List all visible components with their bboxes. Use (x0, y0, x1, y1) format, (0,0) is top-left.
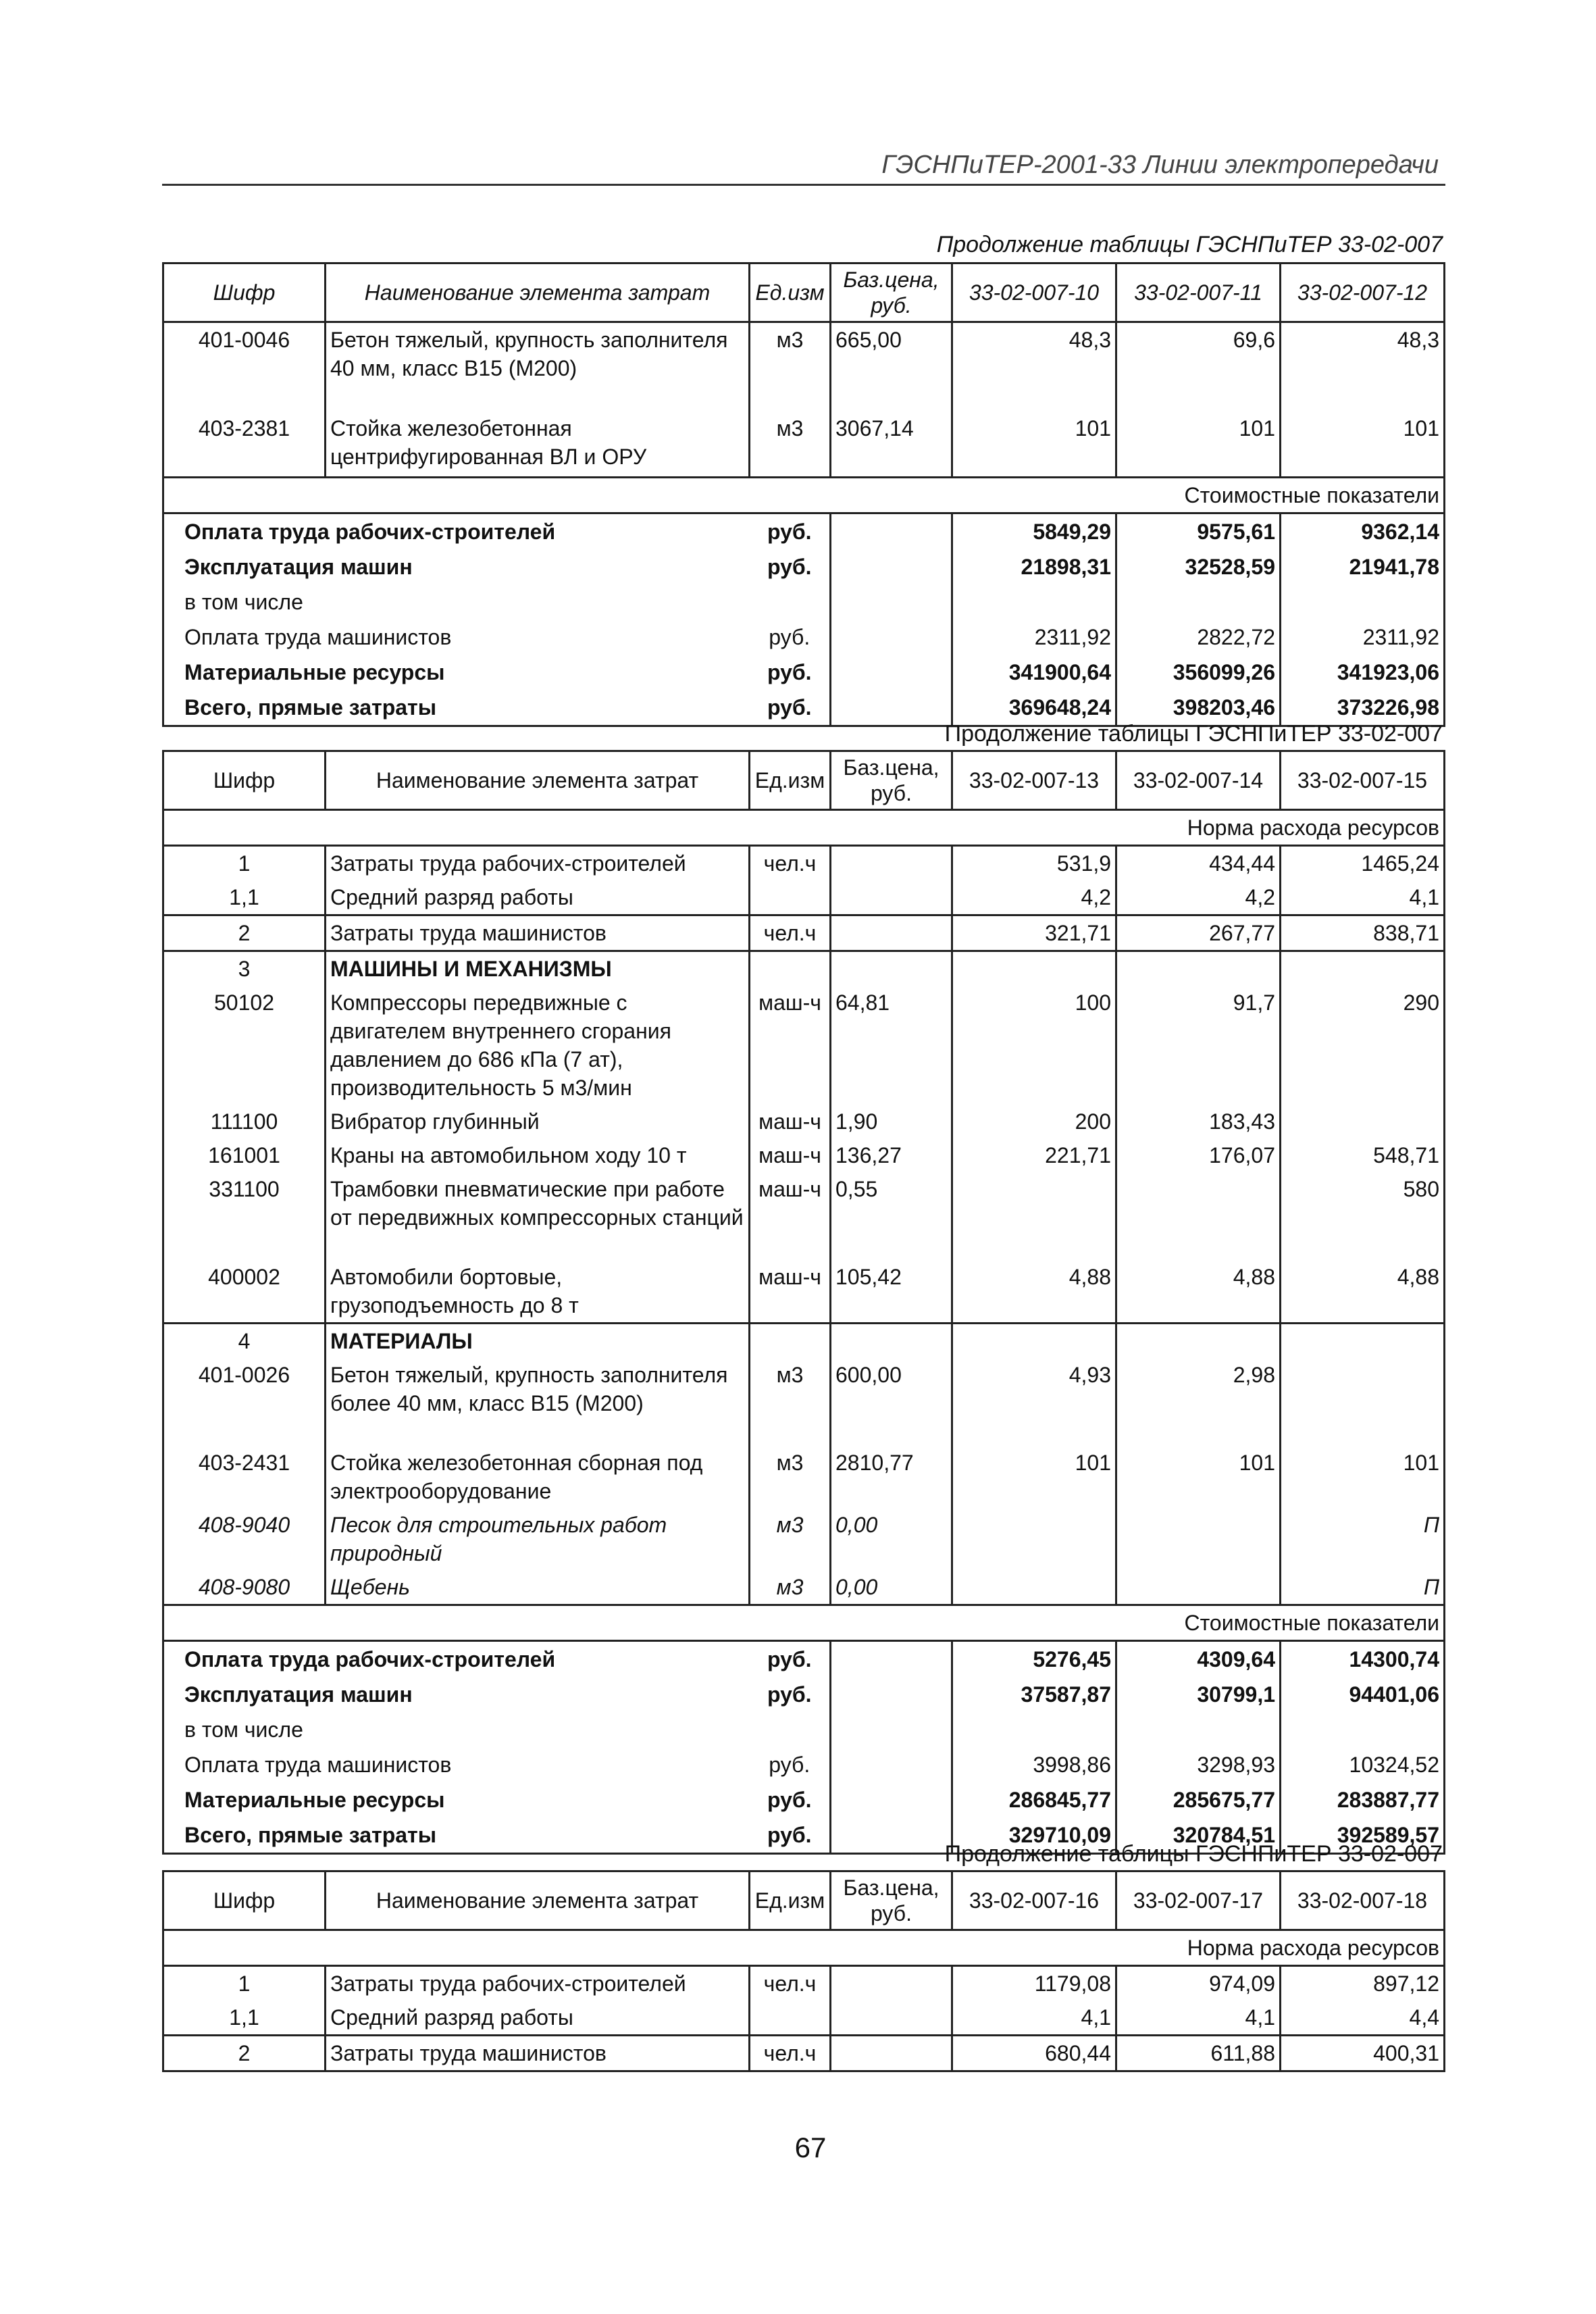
row-price: 600,00 (831, 1358, 952, 1446)
row-value: 1179,08 (952, 1966, 1116, 2001)
row-unit: маш-ч (750, 1138, 831, 1172)
row-value: 101 (952, 1446, 1116, 1508)
cost-row (163, 549, 1445, 584)
row-price (831, 915, 952, 951)
row-name: Вибратор глубинный (326, 1105, 750, 1138)
row-value: 200 (952, 1105, 1116, 1138)
row-code: 50102 (163, 986, 326, 1105)
row-code: 1 (163, 846, 326, 881)
row-value: 321,71 (952, 915, 1116, 951)
cost-row (163, 1747, 1445, 1782)
row-name: Песок для строительных работ природный (326, 1508, 750, 1570)
table2-header-row (163, 751, 1445, 810)
resource-norm-row (163, 810, 1445, 846)
row-unit: маш-ч (750, 1172, 831, 1260)
cost-price-cell (831, 655, 952, 690)
cost-label: Оплата труда рабочих-строителей (163, 1641, 750, 1678)
page-number: 67 (794, 2132, 827, 2163)
table-row (163, 2001, 1445, 2036)
col-code1-header: 33-02-007-13 (952, 751, 1116, 810)
running-header (162, 150, 1445, 186)
row-value: 48,3 (952, 322, 1116, 411)
row-value: 101 (952, 411, 1116, 478)
row-value: 531,9 (952, 846, 1116, 881)
row-unit: маш-ч (750, 1260, 831, 1324)
row-name: Бетон тяжелый, крупность заполнителя более 40 мм, класс В15 (М200) (326, 1358, 750, 1446)
row-unit: м3 (750, 1446, 831, 1508)
cost-value: 4309,64 (1116, 1641, 1281, 1678)
cost-unit: руб. (750, 1817, 831, 1854)
cost-value (1116, 1712, 1281, 1747)
cost-value: 94401,06 (1281, 1677, 1445, 1712)
row-value (1281, 1324, 1445, 1359)
cost-value (1281, 1712, 1445, 1747)
cost-value: 341923,06 (1281, 655, 1445, 690)
row-value: 400,31 (1281, 2036, 1445, 2071)
cost-price-cell (831, 620, 952, 655)
row-value: 897,12 (1281, 1966, 1445, 2001)
cost-value (952, 584, 1116, 620)
table2-continuation-label: Продолжение таблицы ГЭСНПиТЕР 33-02-007 (944, 721, 1443, 747)
cost-value: 373226,98 (1281, 690, 1445, 726)
row-value: 4,88 (952, 1260, 1116, 1324)
row-unit (750, 2001, 831, 2036)
row-name: Затраты труда рабочих-строителей (326, 1966, 750, 2001)
cost-value: 3998,86 (952, 1747, 1116, 1782)
cost-unit (750, 1712, 831, 1747)
col-unit-header: Ед.изм (750, 263, 831, 322)
row-code: 161001 (163, 1138, 326, 1172)
cost-value: 14300,74 (1281, 1641, 1445, 1678)
row-value: П (1281, 1508, 1445, 1570)
col-code-header: Шифр (163, 751, 326, 810)
cost-price-cell (831, 1782, 952, 1817)
col-code3-header: 33-02-007-12 (1281, 263, 1445, 322)
cost-unit: руб. (750, 549, 831, 584)
section-title: МАТЕРИАЛЫ (326, 1324, 750, 1359)
row-code: 1,1 (163, 2001, 326, 2036)
cost-unit: руб. (750, 513, 831, 550)
cost-price-cell (831, 1712, 952, 1747)
cost-value: 320784,51 (1116, 1817, 1281, 1854)
col-price-header: Баз.цена, руб. (831, 263, 952, 322)
row-value: 4,2 (952, 880, 1116, 915)
cost-value: 285675,77 (1116, 1782, 1281, 1817)
col-code2-header: 33-02-007-17 (1116, 1871, 1281, 1930)
col-code2-header: 33-02-007-14 (1116, 751, 1281, 810)
row-price (831, 951, 952, 986)
cost-value: 286845,77 (952, 1782, 1116, 1817)
table-row (163, 1570, 1445, 1605)
row-value (1116, 1570, 1281, 1605)
col-code-header: Шифр (163, 1871, 326, 1930)
table-row (163, 1105, 1445, 1138)
col-code1-header: 33-02-007-10 (952, 263, 1116, 322)
cost-value: 283887,77 (1281, 1782, 1445, 1817)
resource-norm-label: Норма расхода ресурсов (163, 810, 1445, 846)
cost-indicators-row (163, 1605, 1445, 1641)
table-row (163, 1508, 1445, 1570)
row-value: 101 (1281, 411, 1445, 478)
cost-label: Материальные ресурсы (163, 1782, 750, 1817)
row-value: 580 (1281, 1172, 1445, 1260)
table-row (163, 1138, 1445, 1172)
cost-price-cell (831, 1641, 952, 1678)
row-code: 1 (163, 1966, 326, 2001)
row-name: Затраты труда машинистов (326, 915, 750, 951)
section-row (163, 951, 1445, 986)
table1 (162, 262, 1445, 727)
row-value: 548,71 (1281, 1138, 1445, 1172)
cost-row (163, 620, 1445, 655)
row-value: 267,77 (1116, 915, 1281, 951)
row-code: 403-2381 (163, 411, 326, 478)
row-value: 101 (1116, 1446, 1281, 1508)
cost-label: в том числе (163, 584, 750, 620)
row-unit: м3 (750, 411, 831, 478)
row-value: 838,71 (1281, 915, 1445, 951)
cost-price-cell (831, 584, 952, 620)
cost-price-cell (831, 549, 952, 584)
row-name: Автомобили бортовые, грузоподъемность до 8 т (326, 1260, 750, 1324)
table-row (163, 1358, 1445, 1446)
table3-continuation-label: Продолжение таблицы ГЭСНПиТЕР 33-02-007 (944, 1841, 1443, 1867)
cost-label: в том числе (163, 1712, 750, 1747)
row-price: 105,42 (831, 1260, 952, 1324)
cost-value (1281, 584, 1445, 620)
table-row (163, 1966, 1445, 2001)
cost-price-cell (831, 1817, 952, 1854)
section-row (163, 1324, 1445, 1359)
row-unit: м3 (750, 322, 831, 411)
cost-row (163, 1677, 1445, 1712)
row-name: Средний разряд работы (326, 2001, 750, 2036)
col-unit-header: Ед.изм (750, 1871, 831, 1930)
cost-value: 2311,92 (952, 620, 1116, 655)
cost-indicators-label: Стоимостные показатели (163, 1605, 1445, 1641)
row-name: Щебень (326, 1570, 750, 1605)
cost-label: Эксплуатация машин (163, 549, 750, 584)
row-unit: чел.ч (750, 2036, 831, 2071)
table-row (163, 411, 1445, 478)
row-code: 4 (163, 1324, 326, 1359)
cost-value: 32528,59 (1116, 549, 1281, 584)
row-price: 0,00 (831, 1570, 952, 1605)
col-price-header: Баз.цена, руб. (831, 1871, 952, 1930)
cost-value: 2311,92 (1281, 620, 1445, 655)
row-code: 408-9080 (163, 1570, 326, 1605)
cost-value: 21898,31 (952, 549, 1116, 584)
row-name: Затраты труда машинистов (326, 2036, 750, 2071)
cost-unit (750, 584, 831, 620)
col-code-header: Шифр (163, 263, 326, 322)
section-title: МАШИНЫ И МЕХАНИЗМЫ (326, 951, 750, 986)
cost-unit: руб. (750, 655, 831, 690)
row-value: 4,88 (1116, 1260, 1281, 1324)
col-name-header: Наименование элемента затрат (326, 751, 750, 810)
row-price: 1,90 (831, 1105, 952, 1138)
row-price: 64,81 (831, 986, 952, 1105)
row-name: Бетон тяжелый, крупность заполнителя 40 мм, класс В15 (М200) (326, 322, 750, 411)
row-unit: чел.ч (750, 915, 831, 951)
row-value: 48,3 (1281, 322, 1445, 411)
cost-label: Всего, прямые затраты (163, 690, 750, 726)
row-value: 69,6 (1116, 322, 1281, 411)
cost-value: 392589,57 (1281, 1817, 1445, 1854)
row-unit (750, 1324, 831, 1359)
table-row (163, 986, 1445, 1105)
row-unit (750, 880, 831, 915)
row-code: 3 (163, 951, 326, 986)
row-value: 680,44 (952, 2036, 1116, 2071)
col-unit-header: Ед.изм (750, 751, 831, 810)
cost-value: 10324,52 (1281, 1747, 1445, 1782)
row-value: 4,1 (1116, 2001, 1281, 2036)
cost-unit: руб. (750, 690, 831, 726)
row-value: 2,98 (1116, 1358, 1281, 1446)
table1-continuation-label: Продолжение таблицы ГЭСНПиТЕР 33-02-007 (936, 232, 1443, 257)
resource-norm-row (163, 1930, 1445, 1966)
row-unit: маш-ч (750, 1105, 831, 1138)
row-price (831, 880, 952, 915)
cost-unit: руб. (750, 1641, 831, 1678)
cost-row (163, 1641, 1445, 1678)
cost-label: Всего, прямые затраты (163, 1817, 750, 1854)
cost-value: 9362,14 (1281, 513, 1445, 550)
row-unit: м3 (750, 1508, 831, 1570)
table-row (163, 322, 1445, 411)
row-name: Стойка железобетонная центрифугированная ВЛ и ОРУ (326, 411, 750, 478)
row-value: 4,1 (952, 2001, 1116, 2036)
cost-value: 37587,87 (952, 1677, 1116, 1712)
row-value (1281, 951, 1445, 986)
row-price (831, 1966, 952, 2001)
cost-price-cell (831, 513, 952, 550)
row-price: 0,55 (831, 1172, 952, 1260)
row-unit (750, 951, 831, 986)
cost-row (163, 655, 1445, 690)
row-name: Трамбовки пневматические при работе от передвижных компрессорных станций (326, 1172, 750, 1260)
cost-unit: руб. (750, 1677, 831, 1712)
row-value: П (1281, 1570, 1445, 1605)
row-value: 176,07 (1116, 1138, 1281, 1172)
cost-label: Оплата труда рабочих-строителей (163, 513, 750, 550)
row-value: 4,93 (952, 1358, 1116, 1446)
row-value: 100 (952, 986, 1116, 1105)
row-code: 403-2431 (163, 1446, 326, 1508)
row-price: 3067,14 (831, 411, 952, 478)
cost-value: 369648,24 (952, 690, 1116, 726)
table-row (163, 2036, 1445, 2071)
table-row (163, 880, 1445, 915)
table-row (163, 846, 1445, 881)
row-price (831, 1324, 952, 1359)
table-row (163, 1260, 1445, 1324)
row-value: 183,43 (1116, 1105, 1281, 1138)
row-code: 2 (163, 915, 326, 951)
row-value: 974,09 (1116, 1966, 1281, 2001)
resource-norm-label: Норма расхода ресурсов (163, 1930, 1445, 1966)
row-unit: чел.ч (750, 846, 831, 881)
row-name: Средний разряд работы (326, 880, 750, 915)
row-value: 290 (1281, 986, 1445, 1105)
row-value: 4,4 (1281, 2001, 1445, 2036)
row-price: 0,00 (831, 1508, 952, 1570)
cost-row (163, 584, 1445, 620)
cost-price-cell (831, 1677, 952, 1712)
cost-indicators-label: Стоимостные показатели (163, 478, 1445, 513)
row-unit: чел.ч (750, 1966, 831, 2001)
row-value (1116, 951, 1281, 986)
cost-label: Оплата труда машинистов (163, 1747, 750, 1782)
col-name-header: Наименование элемента затрат (326, 1871, 750, 1930)
cost-label: Оплата труда машинистов (163, 620, 750, 655)
row-code: 408-9040 (163, 1508, 326, 1570)
table1-header-row (163, 263, 1445, 322)
col-price-header: Баз.цена, руб. (831, 751, 952, 810)
row-code: 111100 (163, 1105, 326, 1138)
row-name: Краны на автомобильном ходу 10 т (326, 1138, 750, 1172)
row-value (952, 1324, 1116, 1359)
row-value (1281, 1358, 1445, 1446)
row-code: 331100 (163, 1172, 326, 1260)
row-value (952, 1508, 1116, 1570)
cost-value: 30799,1 (1116, 1677, 1281, 1712)
cost-value (952, 1712, 1116, 1747)
table-row (163, 1172, 1445, 1260)
table-row (163, 1446, 1445, 1508)
col-code2-header: 33-02-007-11 (1116, 263, 1281, 322)
row-name: Затраты труда рабочих-строителей (326, 846, 750, 881)
row-value: 101 (1116, 411, 1281, 478)
row-price: 665,00 (831, 322, 952, 411)
row-value (952, 951, 1116, 986)
cost-row (163, 1712, 1445, 1747)
cost-value (1116, 584, 1281, 620)
cost-value: 9575,61 (1116, 513, 1281, 550)
row-price: 136,27 (831, 1138, 952, 1172)
row-value (1116, 1324, 1281, 1359)
col-code3-header: 33-02-007-15 (1281, 751, 1445, 810)
cost-value: 341900,64 (952, 655, 1116, 690)
row-code: 2 (163, 2036, 326, 2071)
table3 (162, 1870, 1445, 2072)
cost-price-cell (831, 690, 952, 726)
cost-indicators-row (163, 478, 1445, 513)
row-value (1116, 1508, 1281, 1570)
row-unit: маш-ч (750, 986, 831, 1105)
cost-value: 5849,29 (952, 513, 1116, 550)
row-price (831, 846, 952, 881)
cost-value: 398203,46 (1116, 690, 1281, 726)
cost-value: 356099,26 (1116, 655, 1281, 690)
row-unit: м3 (750, 1570, 831, 1605)
row-value: 91,7 (1116, 986, 1281, 1105)
cost-value: 2822,72 (1116, 620, 1281, 655)
col-name-header: Наименование элемента затрат (326, 263, 750, 322)
row-value (952, 1172, 1116, 1260)
cost-unit: руб. (750, 1782, 831, 1817)
cost-value: 21941,78 (1281, 549, 1445, 584)
row-value: 101 (1281, 1446, 1445, 1508)
row-name: Стойка железобетонная сборная под электрооборудование (326, 1446, 750, 1508)
cost-label: Эксплуатация машин (163, 1677, 750, 1712)
cost-unit: руб. (750, 1747, 831, 1782)
row-value (1116, 1172, 1281, 1260)
running-header-text: ГЭСНПиТЕР-2001-33 Линии электропередачи (881, 151, 1439, 179)
row-value: 4,1 (1281, 880, 1445, 915)
col-code3-header: 33-02-007-18 (1281, 1871, 1445, 1930)
cost-value: 5276,45 (952, 1641, 1116, 1678)
row-price (831, 2001, 952, 2036)
table3-header-row (163, 1871, 1445, 1930)
row-price (831, 2036, 952, 2071)
row-name: Компрессоры передвижные с двигателем внутреннего сгорания давлением до 686 кПа (7 ат), производительность 5 м3/мин (326, 986, 750, 1105)
table-row (163, 915, 1445, 951)
row-code: 400002 (163, 1260, 326, 1324)
cost-label: Материальные ресурсы (163, 655, 750, 690)
col-code1-header: 33-02-007-16 (952, 1871, 1116, 1930)
row-value (952, 1570, 1116, 1605)
row-code: 401-0046 (163, 322, 326, 411)
row-code: 401-0026 (163, 1358, 326, 1446)
cost-unit: руб. (750, 620, 831, 655)
row-value: 1465,24 (1281, 846, 1445, 881)
cost-row (163, 1782, 1445, 1817)
cost-row (163, 513, 1445, 550)
row-value (1281, 1105, 1445, 1138)
table2 (162, 750, 1445, 1855)
cost-value: 3298,93 (1116, 1747, 1281, 1782)
cost-value: 329710,09 (952, 1817, 1116, 1854)
row-value: 4,88 (1281, 1260, 1445, 1324)
row-value: 434,44 (1116, 846, 1281, 881)
row-price: 2810,77 (831, 1446, 952, 1508)
row-value: 611,88 (1116, 2036, 1281, 2071)
row-value: 221,71 (952, 1138, 1116, 1172)
row-unit: м3 (750, 1358, 831, 1446)
row-code: 1,1 (163, 880, 326, 915)
cost-price-cell (831, 1747, 952, 1782)
row-value: 4,2 (1116, 880, 1281, 915)
